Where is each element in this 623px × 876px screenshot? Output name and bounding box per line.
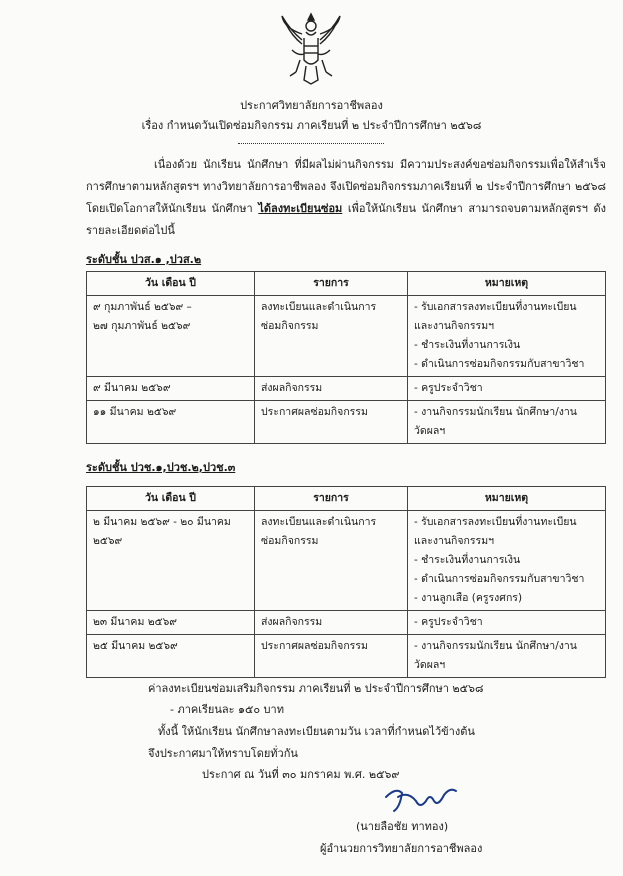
garuda-emblem-icon bbox=[280, 10, 342, 86]
announcement-date: ประกาศ ณ วันที่ ๓๐ มกราคม พ.ศ. ๒๕๖๙ bbox=[202, 768, 400, 781]
date-cell: ๒๕ มีนาคม ๒๕๖๙ bbox=[87, 635, 255, 678]
table-row bbox=[87, 511, 606, 611]
table-header-row bbox=[87, 487, 606, 511]
item-cell: ลงทะเบียนและดำเนินการ ซ่อมกิจกรรม bbox=[255, 511, 408, 611]
fee-line: - ภาคเรียนละ ๑๕๐ บาท bbox=[170, 703, 284, 716]
signature-icon bbox=[382, 783, 460, 815]
date-cell: ๙ กุมภาพันธ์ ๒๕๖๙ – ๒๗ กุมภาพันธ์ ๒๕๖๙ bbox=[87, 296, 255, 377]
notes-cell: - ครูประจำวิชา bbox=[408, 611, 606, 635]
intro-text-1: เนื่องด้วย นักเรียน นักศึกษา ที่มีผลไม่ผ่านกิจกรรม มีความประสงค์ขอซ่อมกิจกรรมเพื่อให้สำเร็จการศึกษาตามหลักสูตรฯ ทางวิทยาลัยการอาชีพลอง จึงเปิดซ่อมกิจกรรมภาคเรียนที่ ๒ ประจำปีการศึกษา ๒๕๖๘ โดยเปิดโอกาสให้นักเรียน นักศึกษา bbox=[86, 158, 606, 215]
signer-name: (นายลือชัย ทาทอง) bbox=[356, 820, 449, 833]
item-cell: ลงทะเบียนและดำเนินการ ซ่อมกิจกรรม bbox=[255, 296, 408, 377]
notes-cell: - ครูประจำวิชา bbox=[408, 377, 606, 401]
col-header-item: รายการ bbox=[255, 272, 408, 296]
announcement-subject: เรื่อง กำหนดวันเปิดซ่อมกิจกรรม ภาคเรียนที่ ๒ ประจำปีการศึกษา ๒๕๖๘ bbox=[141, 119, 482, 132]
intro-paragraph bbox=[86, 154, 606, 242]
signer-title: ผู้อำนวยการวิทยาลัยการอาชีพลอง bbox=[320, 842, 483, 855]
table-row bbox=[87, 611, 606, 635]
col-header-notes: หมายเหตุ bbox=[408, 487, 606, 511]
item-cell: ส่งผลกิจกรรม bbox=[255, 611, 408, 635]
item-cell: ประกาศผลซ่อมกิจกรรม bbox=[255, 635, 408, 678]
col-header-date: วัน เดือน ปี bbox=[87, 487, 255, 511]
col-header-notes: หมายเหตุ bbox=[408, 272, 606, 296]
section-title-pvc: ระดับชั้น ปวช.๑,ปวช.๒,ปวช.๓ bbox=[86, 461, 236, 474]
notes-cell: - งานกิจกรรมนักเรียน นักศึกษา/งาน วัดผลฯ bbox=[408, 401, 606, 444]
date-cell: ๙ มีนาคม ๒๕๖๙ bbox=[87, 377, 255, 401]
table-row bbox=[87, 296, 606, 377]
schedule-table-pvs bbox=[86, 271, 606, 444]
date-cell: ๒๓ มีนาคม ๒๕๖๙ bbox=[87, 611, 255, 635]
table-row bbox=[87, 635, 606, 678]
announcement-heading: ประกาศวิทยาลัยการอาชีพลอง bbox=[240, 99, 383, 112]
item-cell: ประกาศผลซ่อมกิจกรรม bbox=[255, 401, 408, 444]
table-header-row bbox=[87, 272, 606, 296]
intro-underlined: ได้ลงทะเบียนซ่อม bbox=[258, 202, 343, 215]
instruction-text: ทั้งนี้ ให้นักเรียน นักศึกษาลงทะเบียนตามวัน เวลาที่กำหนดไว้ข้างต้น bbox=[158, 725, 475, 738]
section-title-pvs: ระดับชั้น ปวส.๑ ,ปวส.๒ bbox=[86, 253, 202, 266]
table-row bbox=[87, 377, 606, 401]
notes-cell: - รับเอกสารลงทะเบียนที่งานทะเบียน และงานกิจกรรมฯ - ชำระเงินที่งานการเงิน - ดำเนินการซ่อมกิจกรรมกับสาขาวิชา - งานลูกเสือ (ครูรงศกร) bbox=[408, 511, 606, 611]
announce-text: จึงประกาศมาให้ทราบโดยทั่วกัน bbox=[148, 747, 298, 760]
date-cell: ๑๑ มีนาคม ๒๕๖๙ bbox=[87, 401, 255, 444]
fee-title: ค่าลงทะเบียนซ่อมเสริมกิจกรรม ภาคเรียนที่ ๒ ประจำปีการศึกษา ๒๕๖๘ bbox=[148, 682, 484, 695]
notes-cell: - งานกิจกรรมนักเรียน นักศึกษา/งาน วัดผลฯ bbox=[408, 635, 606, 678]
dotted-divider bbox=[238, 143, 384, 144]
item-cell: ส่งผลกิจกรรม bbox=[255, 377, 408, 401]
col-header-date: วัน เดือน ปี bbox=[87, 272, 255, 296]
notes-cell: - รับเอกสารลงทะเบียนที่งานทะเบียน และงานกิจกรรมฯ - ชำระเงินที่งานการเงิน - ดำเนินการซ่อมกิจกรรมกับสาขาวิชา bbox=[408, 296, 606, 377]
date-cell: ๒ มีนาคม ๒๕๖๙ - ๒๐ มีนาคม ๒๕๖๙ bbox=[87, 511, 255, 611]
schedule-table-pvc bbox=[86, 486, 606, 678]
intro-text-2: เพื่อให้นักเรียน นักศึกษา สามารถจบตามหลักสูตรฯ ดังรายละเอียดต่อไปนี้ bbox=[86, 202, 606, 237]
col-header-item: รายการ bbox=[255, 487, 408, 511]
table-row bbox=[87, 401, 606, 444]
